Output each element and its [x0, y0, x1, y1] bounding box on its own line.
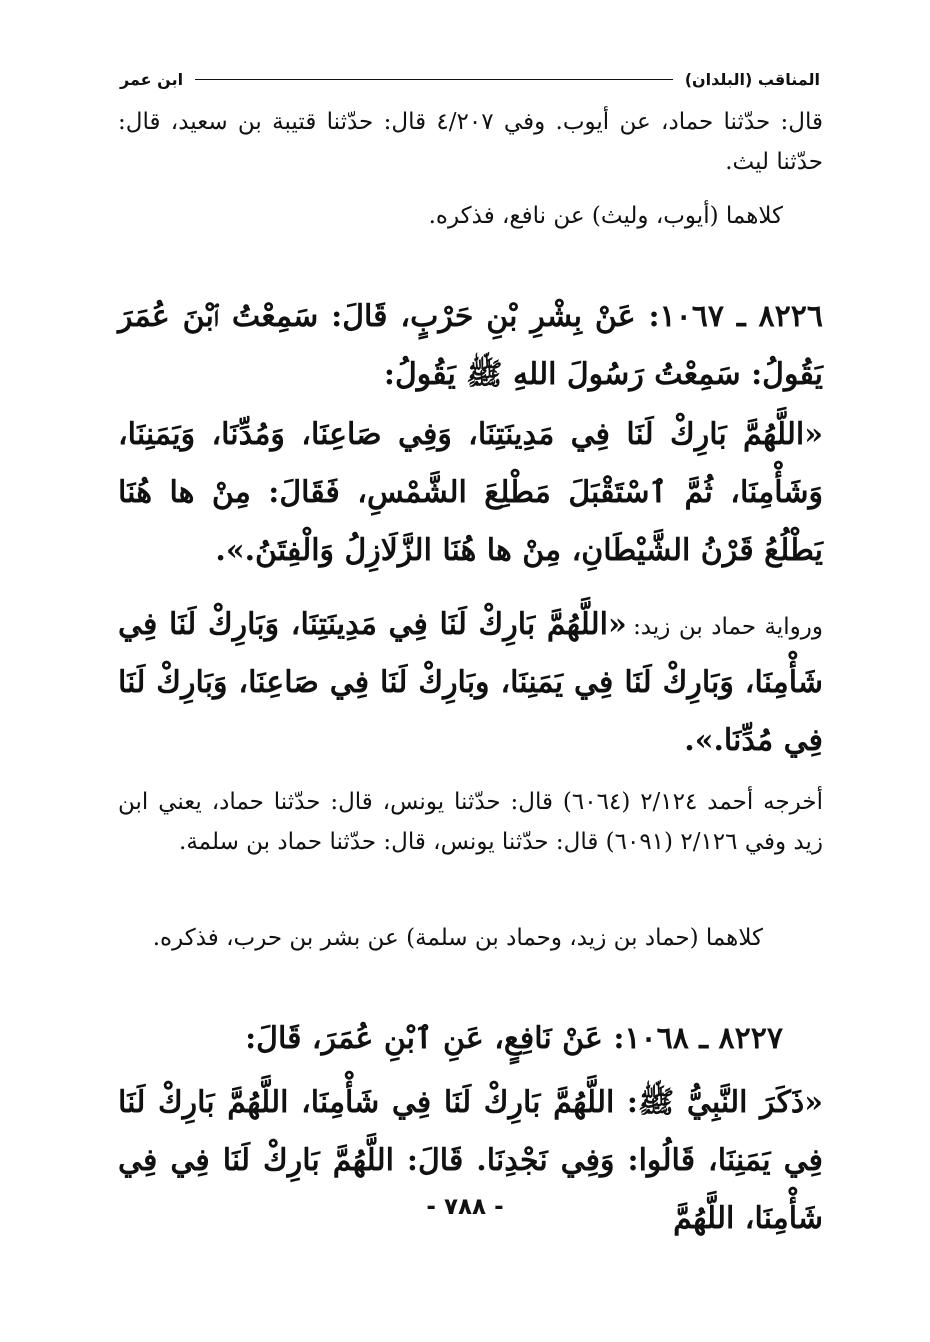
hadith-8226-text: «اللَّهُمَّ بَارِكْ لَنَا فِي مَدِينَتِنَا، وَفِي صَاعِنَا، وَمُدِّنَا، وَيَمَنِنَا، وَشَأْمِنَا، ثُمَّ ٱسْتَقْبَلَ مَطْلِعَ الشَّمْسِ، فَقَالَ: مِنْ ها هُنَا يَطْلُعُ قَرْنُ الشَّيْطَانِ، مِنْ ها هُنَا الزَّلَازِلُ وَالْفِتَنُ.». — [118, 417, 823, 568]
page-number: - ٧٨٨ - — [426, 1194, 504, 1220]
narrator-name: ابن عمر — [120, 69, 184, 89]
hadith-8226-heading: ٨٢٢٦ ـ ١٠٦٧: عَنْ بِشْرِ بْنِ حَرْبٍ، قَالَ: سَمِعْتُ ٱبْنَ عُمَرَ يَقُولُ: سَمِعْتُ رَسُولَ اللهِ ﷺ يَقُولُ: — [118, 299, 823, 392]
running-header — [120, 62, 820, 96]
riwaya-paragraph — [118, 596, 823, 770]
paragraph-chain-continuation: قال: حدّثنا حماد، عن أيوب. وفي ٤/٢٠٧ قال: حدّثنا قتيبة بن سعيد، قال: حدّثنا ليث. — [118, 109, 823, 175]
chapter-title: المناقب (البلدان) — [684, 69, 820, 89]
riwaya-intro: ورواية حماد بن زيد: — [633, 614, 824, 640]
takhrij-paragraph: أخرجه أحمد ٢/١٢٤ (٦٠٦٤) قال: حدّثنا يونس، قال: حدّثنا حماد، يعني ابن زيد وفي ٢/١٢٦ (٦٠٩١) قال: حدّثنا يونس، قال: حدّثنا حماد بن سلمة. — [118, 789, 823, 855]
hadith-8227-heading: ٨٢٢٧ ـ ١٠٦٨: عَنْ نَافِعٍ، عَنِ ٱبْنِ عُمَرَ، قَالَ: — [245, 1021, 783, 1056]
paragraph-summary-2: كلاهما (حماد بن زيد، وحماد بن سلمة) عن بشر بن حرب، فذكره. — [152, 925, 763, 951]
hadith-8227-text: «ذَكَرَ النَّبِيُّ ﷺ: اللَّهُمَّ بَارِكْ لَنَا فِي شَأْمِنَا، اللَّهُمَّ بَارِكْ لَنَا فِي يَمَنِنَا، قَالُوا: وَفِي نَجْدِنَا. قَالَ: اللَّهُمَّ بَارِكْ لَنَا فِي فِي شَأْمِنَا، اللَّهُمَّ — [118, 1085, 823, 1236]
header-rule — [195, 79, 673, 80]
paragraph-summary-1: كلاهما (أيوب، وليث) عن نافع، فذكره. — [428, 203, 783, 229]
riwaya-text: «اللَّهُمَّ بَارِكْ لَنَا فِي مَدِينَتِنَا، وَبَارِكْ لَنَا فِي شَأْمِنَا، وَبَارِكْ لَنَا فِي يَمَنِنَا، وبَارِكْ لَنَا فِي صَاعِنَا، وَبَارِكْ لَنَا فِي مُدِّنَا.». — [118, 607, 823, 758]
